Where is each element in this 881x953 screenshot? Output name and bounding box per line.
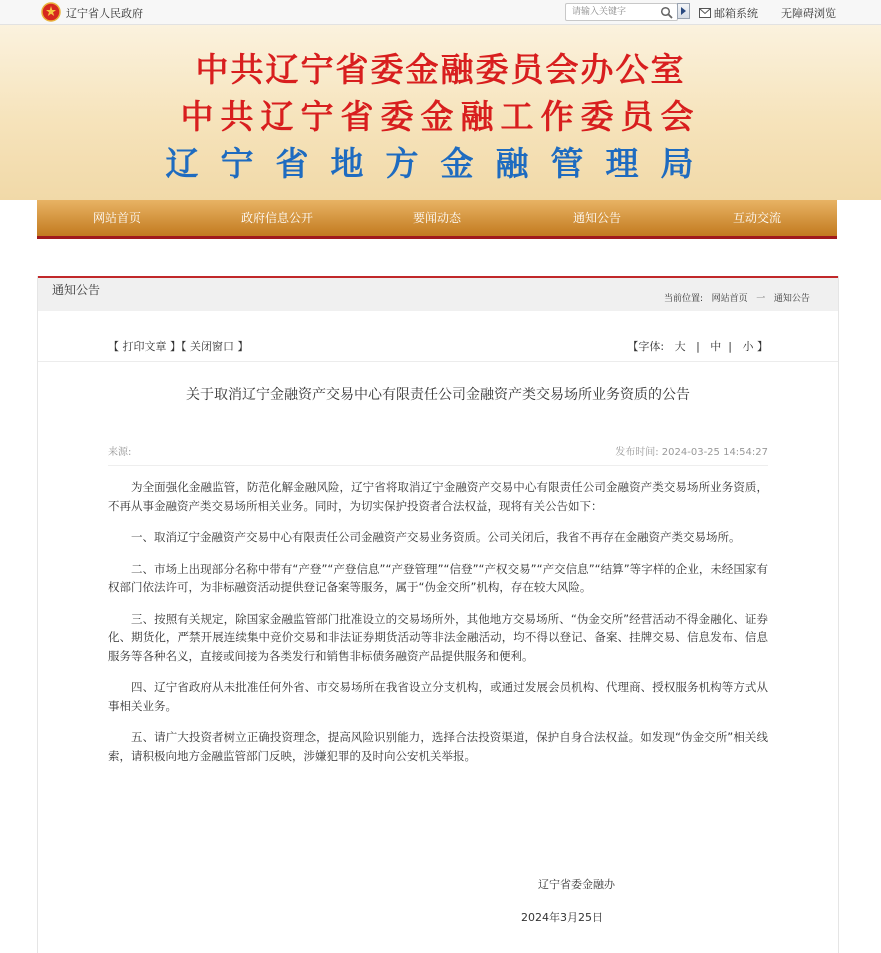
search-submit-button[interactable]: [677, 3, 690, 19]
nav-item-home[interactable]: 网站首页: [92, 211, 141, 225]
article-body: [108, 478, 768, 778]
breadcrumb-home-link[interactable]: 网站首页: [711, 294, 748, 304]
article-sign-date: 2024年3月25日: [521, 911, 603, 924]
divider: [38, 361, 838, 362]
article-paragraph: 二、市场上出现部分名称中带有“产登”“产登信息”“产登管理”“信登”“产权交易”“产交信息”“结算”等字样的企业，未经国家有权部门依法许可，为非标融资活动提供登记备案等服务，属于“伪金交所”机构，存在较大风险。: [108, 561, 768, 594]
search-box: [565, 3, 678, 21]
font-medium-link[interactable]: 中: [710, 340, 722, 353]
search-icon[interactable]: [660, 6, 673, 19]
breadcrumb-separator: 一: [756, 294, 766, 304]
font-size-controls: [627, 338, 768, 354]
article-signer: 辽宁省委金融办: [538, 878, 615, 891]
content-panel: [37, 276, 839, 953]
banner-title-line2: 中共辽宁省委金融工作委员会: [180, 97, 701, 136]
search-input[interactable]: [572, 5, 652, 19]
print-article-link[interactable]: 打印文章: [122, 340, 167, 353]
section-header: [38, 276, 838, 311]
banner-title-line3: 辽宁省地方金融管理局: [165, 144, 716, 183]
header-banner: [0, 25, 881, 200]
publish-label: 发布时间:: [615, 447, 659, 458]
article-publish-time: [615, 443, 768, 458]
publish-time-value: 2024-03-25 14:54:27: [661, 447, 768, 458]
divider: [108, 465, 768, 466]
font-small-link[interactable]: 小: [742, 340, 754, 353]
national-emblem-icon: [41, 2, 61, 22]
arrow-right-icon: [681, 7, 686, 15]
page-actions: [108, 338, 249, 354]
separator: |: [728, 340, 732, 353]
article-paragraph: 一、取消辽宁金融资产交易中心有限责任公司金融资产交易业务资质。公司关闭后，我省不再存在金融资产类交易场所。: [131, 530, 741, 544]
article-title: 关于取消辽宁金融资产交易中心有限责任公司金融资产类交易场所业务资质的公告: [186, 387, 690, 403]
font-size-label: 【字体:: [627, 340, 665, 353]
article-paragraph: 五、请广大投资者树立正确投资理念，提高风险识别能力，选择合法投资渠道，保护自身合法权益。如发现“伪金交所”相关线索，请积极向地方金融监管部门反映，涉嫌犯罪的及时向公安机关举报。: [108, 730, 768, 763]
separator: |: [696, 340, 700, 353]
bracket: 【: [108, 340, 119, 353]
article-paragraph: 三、按照有关规定，除国家金融监管部门批准设立的交易场所外，其他地方交易场所、“伪金交所”经营活动不得金融化、证券化、期货化，严禁开展连续集中竞价交易和非法证券期货活动等非法金融活动，均不得以登记、备案、挂牌交易、信息发布、信息服务等各种名义，直接或间接为各类发行和销售非标债务融资产品提供服务和便利。: [108, 611, 768, 663]
site-name-link[interactable]: 辽宁省人民政府: [66, 7, 143, 20]
top-utility-bar: [0, 0, 881, 25]
bracket: 】: [757, 340, 768, 353]
bracket: 】: [237, 340, 249, 353]
main-nav: [37, 200, 837, 239]
section-title: 通知公告: [52, 283, 101, 297]
close-window-link[interactable]: 关闭窗口: [190, 340, 234, 353]
mail-system-link[interactable]: [699, 5, 758, 21]
mail-icon: [699, 8, 711, 18]
font-large-link[interactable]: 大: [674, 340, 686, 353]
nav-item-news[interactable]: 要闻动态: [412, 211, 461, 225]
accessibility-link[interactable]: 无障碍浏览: [781, 7, 836, 20]
article-paragraph: 为全面强化金融监管，防范化解金融风险，辽宁省将取消辽宁金融资产交易中心有限责任公司金融资产类交易场所业务资质，不再从事金融资产类交易场所相关业务。同时，为切实保护投资者合法权益，现将有关公告如下：: [108, 480, 768, 513]
banner-title-line1: 中共辽宁省委金融委员会办公室: [195, 50, 686, 89]
nav-item-gov-info[interactable]: 政府信息公开: [240, 211, 313, 225]
breadcrumb-prefix: 当前位置:: [664, 294, 704, 304]
article-paragraph: 四、辽宁省政府从未批准任何外省、市交易场所在我省设立分支机构，或通过发展会员机构、代理商、授权服务机构等方式从事相关业务。: [108, 680, 768, 713]
nav-item-notices[interactable]: 通知公告: [572, 211, 621, 225]
breadcrumb: [664, 291, 810, 304]
nav-item-interaction[interactable]: 互动交流: [732, 211, 781, 225]
bracket: 】【: [170, 340, 187, 353]
mail-system-label: 邮箱系统: [714, 7, 758, 20]
article-source: 来源:: [108, 447, 132, 458]
breadcrumb-current-link[interactable]: 通知公告: [773, 294, 810, 304]
